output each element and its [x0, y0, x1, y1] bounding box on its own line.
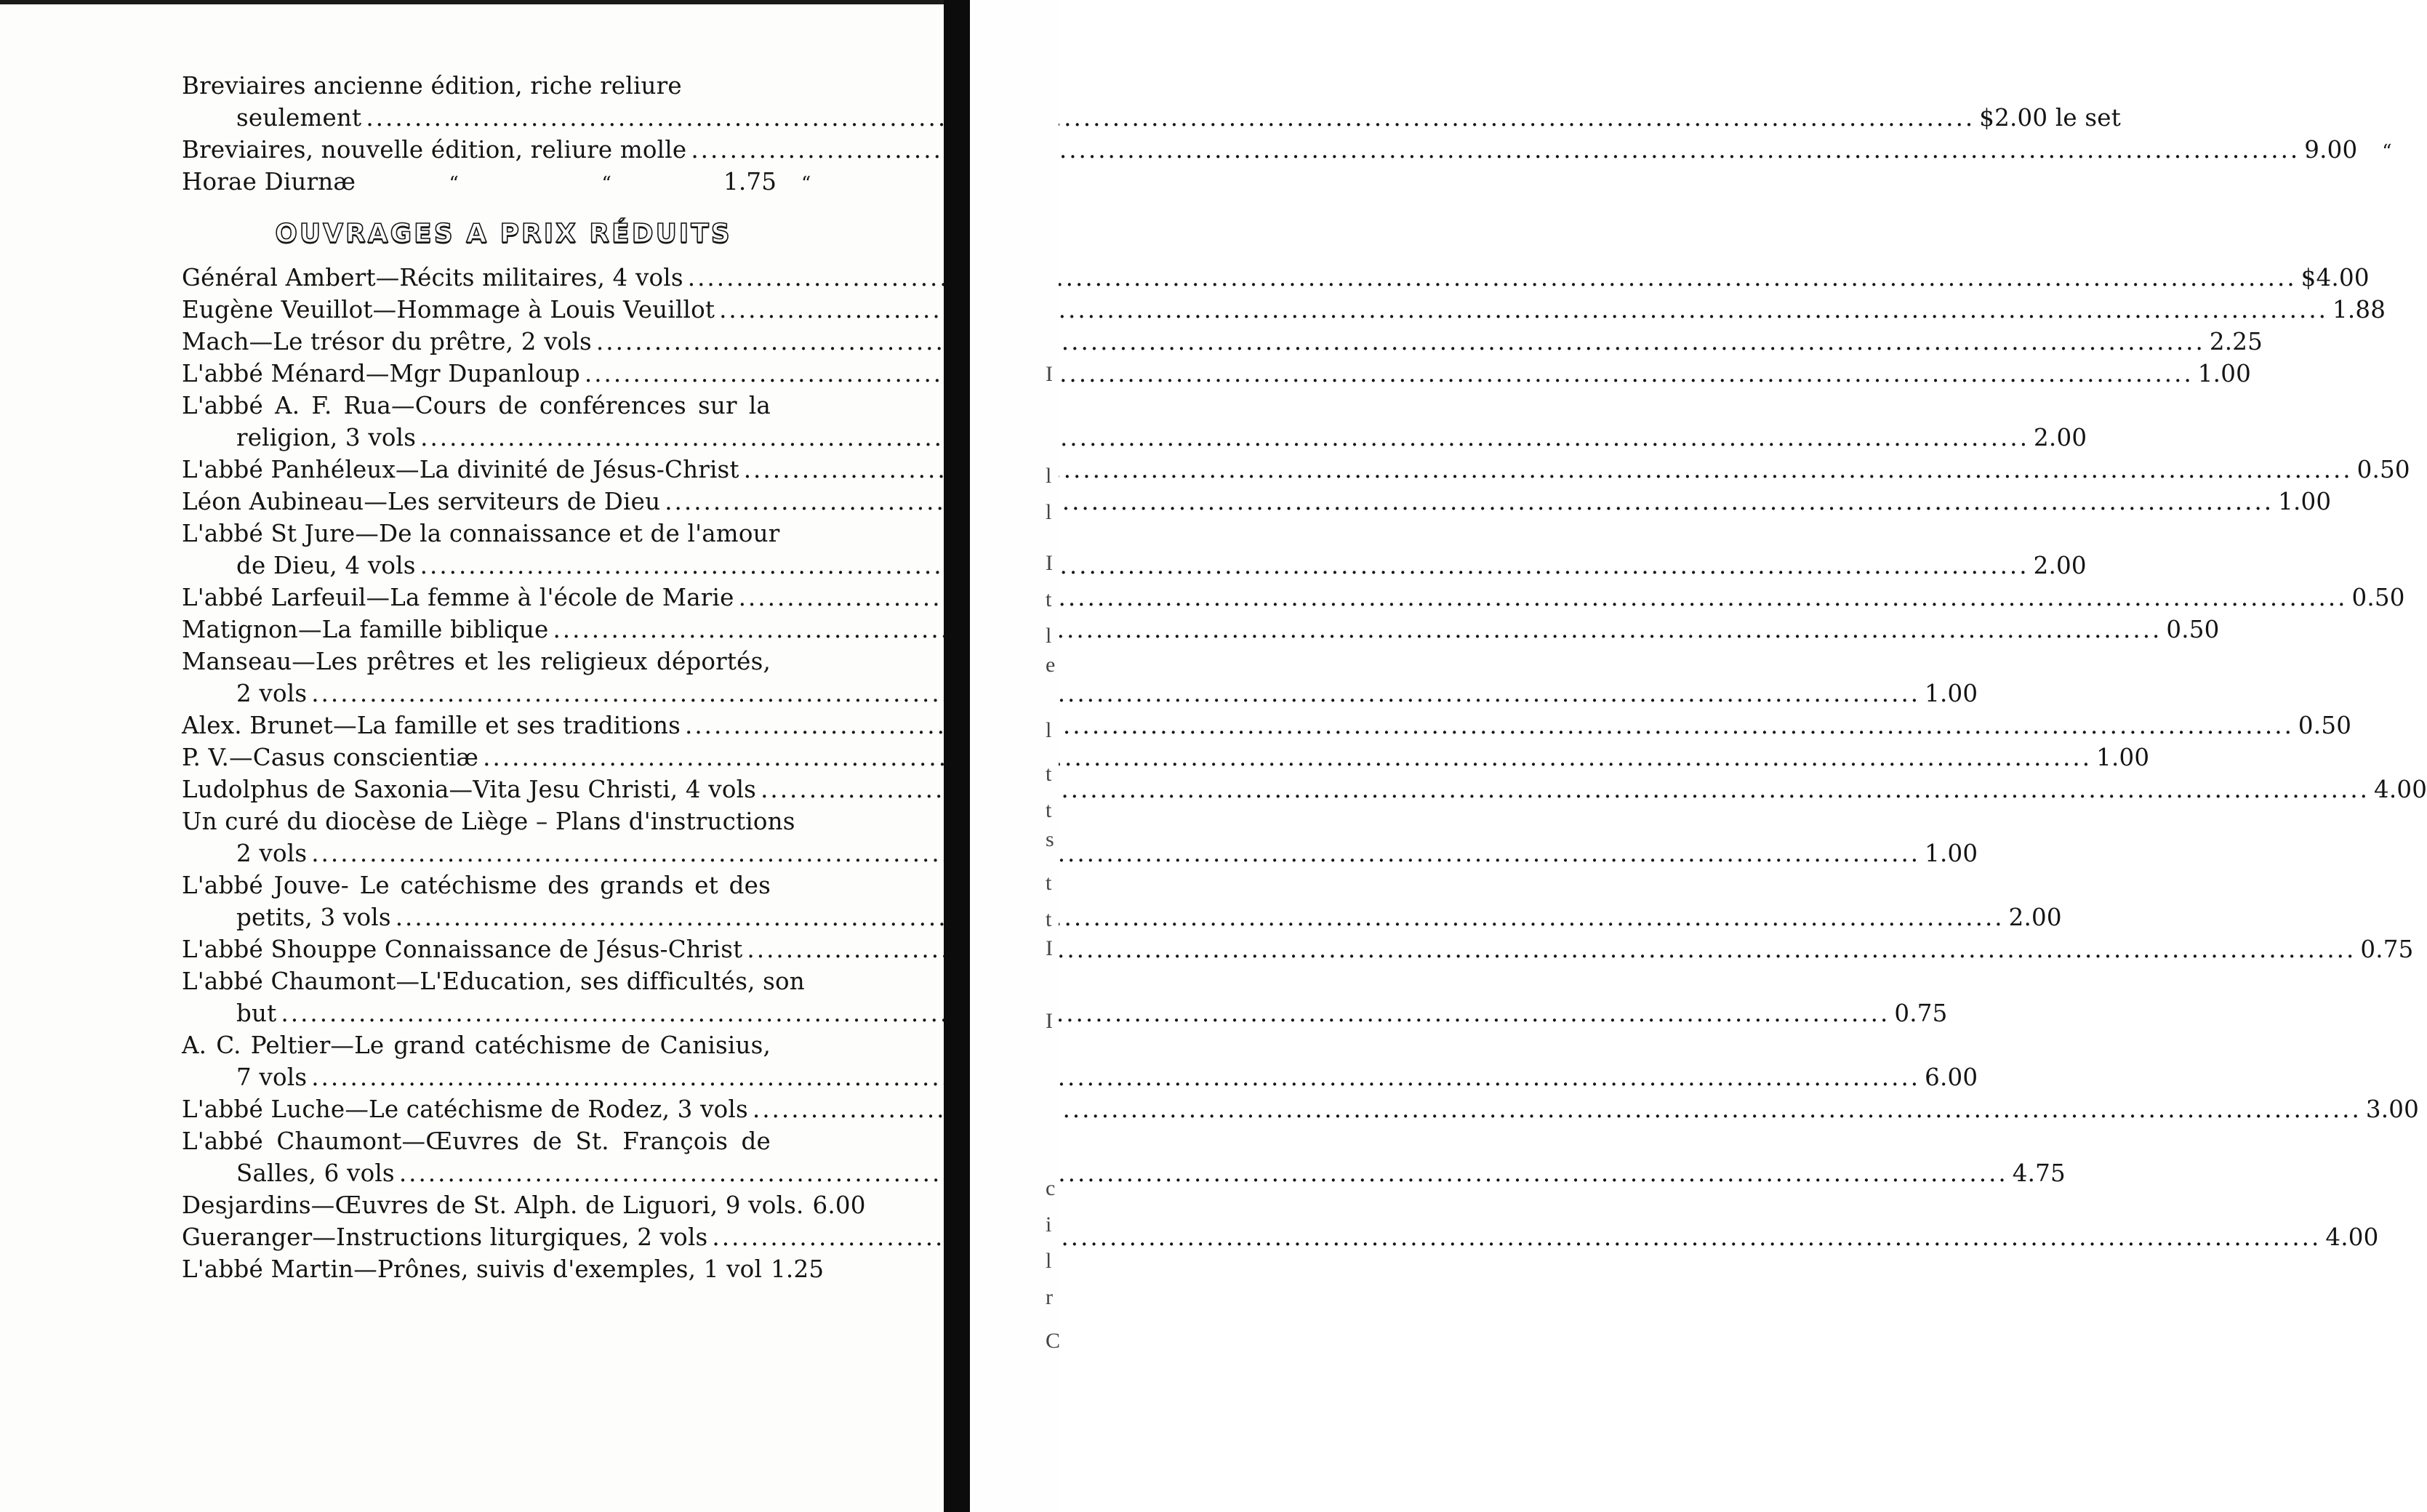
book-title-continuation: 2 vols: [236, 840, 308, 867]
book-price: 0.75: [2360, 936, 2414, 963]
leader-dots: [483, 741, 2092, 773]
breviaire-entry-2-title: Breviaires, nouvelle édition, reliure molle: [182, 136, 687, 164]
book-price: 1.00: [2278, 488, 2332, 515]
facing-page-letter: l: [1046, 718, 1052, 742]
breviaires-section: [182, 70, 2392, 198]
book-price: 2.25: [2209, 328, 2263, 355]
breviaire-entry-3: [182, 166, 858, 198]
ditto-mark: “: [801, 173, 811, 195]
book-entry: [182, 422, 2087, 454]
book-title: L'abbé Larfeuil—La femme à l'école de Marie: [182, 584, 734, 611]
book-price: 0.50: [2356, 456, 2410, 483]
book-title-line: Un curé du diocèse de Liège – Plans d'instructions: [182, 808, 795, 835]
leader-dots: [311, 677, 1920, 709]
book-price: $4.00: [2300, 264, 2370, 291]
book-entry: [182, 741, 2150, 773]
book-entry: [182, 933, 2414, 965]
book-entry: [182, 326, 2263, 358]
book-entry: [182, 550, 2087, 582]
book-price: 6.00: [1925, 1063, 1978, 1091]
book-entry: [182, 454, 2410, 486]
book-title-line: L'abbé Chaumont—Œuvres de St. François de: [182, 1127, 771, 1155]
breviaire-entry-3-price: 1.75: [723, 168, 777, 196]
book-price: 0.50: [2166, 616, 2220, 643]
breviaire-entry-1-title: Breviaires ancienne édition, riche reliure: [182, 72, 682, 100]
book-entry: [182, 262, 2370, 294]
book-title: Général Ambert—Récits militaires, 4 vols: [182, 264, 683, 291]
book-price: 2.00: [2033, 552, 2087, 579]
leader-dots: [281, 997, 1890, 1029]
book-price: 1.00: [2197, 360, 2251, 387]
facing-page-letter: I: [1046, 936, 1053, 960]
book-entry: [182, 358, 2251, 390]
facing-page-letter: r: [1046, 1285, 1053, 1309]
facing-page-letter: t: [1046, 587, 1052, 611]
breviaire-entry-3-title: Horae Diurnæ: [182, 168, 356, 196]
breviaire-entry-1-continuation: seulement: [236, 104, 362, 132]
book-title-line: L'abbé St Jure—De la connaissance et de l'amour: [182, 520, 780, 547]
book-price: 6.00: [812, 1191, 866, 1219]
book-price: 1.00: [1925, 840, 1978, 867]
book-price: 3.00: [2365, 1095, 2419, 1123]
book-title: L'abbé Martin—Prônes, suivis d'exemples, 1 vol: [182, 1255, 763, 1283]
book-title: P. V.—Casus conscientiæ: [182, 744, 479, 771]
book-entry: [182, 582, 2405, 614]
breviaire-entry-1-unit: le set: [2055, 104, 2121, 132]
facing-page-letter: l: [1046, 464, 1052, 488]
binding-gutter: [944, 0, 970, 1512]
book-price: 4.00: [2325, 1223, 2379, 1251]
book-title: Desjardins—Œuvres de St. Alph. de Liguori, 9 vols.: [182, 1191, 804, 1219]
book-price: 0.75: [1894, 1000, 1948, 1027]
book-title-continuation: de Dieu, 4 vols: [236, 552, 416, 579]
facing-page-letter: c: [1046, 1176, 1056, 1200]
leader-dots: [553, 614, 2162, 646]
book-price: 1.25: [771, 1255, 825, 1283]
facing-page-letter: l: [1046, 500, 1052, 524]
facing-page-letter: t: [1046, 762, 1052, 786]
book-title-continuation: 7 vols: [236, 1063, 308, 1091]
leader-dots: [585, 358, 2194, 390]
ditto-mark: “: [601, 173, 611, 195]
book-title: L'abbé Shouppe Connaissance de Jésus-Christ: [182, 936, 743, 963]
book-title-continuation: petits, 3 vols: [236, 904, 391, 931]
book-title-line: A. C. Peltier—Le grand catéchisme de Canisius,: [182, 1032, 771, 1059]
book-title: Eugène Veuillot—Hommage à Louis Veuillot: [182, 296, 715, 323]
page-content: [182, 70, 2427, 1285]
facing-page-letter: I: [1046, 362, 1053, 386]
book-entry: [182, 677, 1978, 709]
book-title-continuation: Salles, 6 vols: [236, 1159, 395, 1187]
book-entry: [182, 1189, 866, 1221]
book-title: Matignon—La famille biblique: [182, 616, 549, 643]
book-title: L'abbé Panhéleux—La divinité de Jésus-Christ: [182, 456, 739, 483]
facing-page-letter: t: [1046, 871, 1052, 895]
facing-page-letter: l: [1046, 1249, 1052, 1273]
book-price: 1.88: [2332, 296, 2386, 323]
book-entry: [182, 1221, 2379, 1253]
book-entry: [182, 1093, 2419, 1125]
breviaire-entry-1-price: $2.00: [1979, 104, 2048, 132]
leader-dots: [685, 709, 2294, 741]
book-price: 4.75: [2012, 1159, 2066, 1187]
book-entry: [182, 709, 2352, 741]
leader-dots: [311, 1061, 1920, 1093]
facing-page-letter: t: [1046, 798, 1052, 822]
book-title: Gueranger—Instructions liturgiques, 2 vols: [182, 1223, 708, 1251]
facing-page-letter: I: [1046, 551, 1053, 575]
leader-dots: [688, 262, 2297, 294]
book-price: 0.50: [2351, 584, 2405, 611]
leader-dots: [420, 550, 2029, 582]
book-list: [182, 262, 2427, 1285]
facing-page-letter: C: [1046, 1329, 1061, 1353]
facing-page-letter: i: [1046, 1213, 1052, 1236]
book-price: 1.00: [2096, 744, 2150, 771]
leader-dots: [596, 326, 2205, 358]
leader-dots: [396, 901, 2005, 933]
book-entry: [182, 901, 2062, 933]
book-price: 4.00: [2373, 776, 2427, 803]
facing-page-letter: t: [1046, 907, 1052, 931]
book-price: 1.00: [1925, 680, 1978, 707]
leader-dots: [691, 134, 2300, 166]
book-entry: [182, 614, 2220, 646]
book-title-line: L'abbé A. F. Rua—Cours de conférences sur la: [182, 392, 771, 419]
book-title: Alex. Brunet—La famille et ses traditions: [182, 712, 681, 739]
book-title-line: L'abbé Jouve- Le catéchisme des grands et des: [182, 872, 771, 899]
breviaire-entry-2: [182, 134, 2392, 166]
book-entry: [182, 1253, 825, 1285]
book-title: Mach—Le trésor du prêtre, 2 vols: [182, 328, 592, 355]
book-title: L'abbé Ménard—Mgr Dupanloup: [182, 360, 580, 387]
ditto-mark: “: [449, 173, 459, 195]
section-heading: OUVRAGES A PRIX RÉDUITS: [275, 219, 732, 249]
breviaire-entry-2-price: 9.00: [2304, 136, 2358, 164]
book-title: Léon Aubineau—Les serviteurs de Dieu: [182, 488, 661, 515]
facing-page-letter: l: [1046, 624, 1052, 648]
book-entry: [182, 294, 2386, 326]
book-price: 2.00: [2034, 424, 2087, 451]
leader-dots: [420, 422, 2029, 454]
facing-page-letter: s: [1046, 827, 1054, 851]
book-entry: [182, 837, 1978, 869]
facing-page-edge: [970, 0, 1059, 1512]
book-title-continuation: 2 vols: [236, 680, 308, 707]
ditto-mark: “: [2382, 141, 2392, 163]
book-entry: [182, 486, 2332, 518]
book-title: L'abbé Luche—Le catéchisme de Rodez, 3 vols: [182, 1095, 748, 1123]
page-top-edge: [0, 0, 945, 4]
book-entry: [182, 1061, 1978, 1093]
leader-dots: [311, 837, 1920, 869]
breviaire-entry-1: [182, 102, 2121, 134]
leader-dots: [399, 1157, 2008, 1189]
book-entry: [182, 1157, 2066, 1189]
book-title-line: Manseau—Les prêtres et les religieux déportés,: [182, 648, 771, 675]
leader-dots: [366, 102, 1975, 134]
book-price: 0.50: [2298, 712, 2352, 739]
book-price: 2.00: [2008, 904, 2062, 931]
book-title-line: L'abbé Chaumont—L'Education, ses difficultés, son: [182, 968, 805, 995]
leader-dots: [665, 486, 2274, 518]
book-title: Ludolphus de Saxonia—Vita Jesu Christi, 4 vols: [182, 776, 757, 803]
book-entry: [182, 997, 1948, 1029]
book-title-continuation: but: [236, 1000, 277, 1027]
book-entry: [182, 773, 2427, 805]
book-title-continuation: religion, 3 vols: [236, 424, 417, 451]
facing-page-letter: I: [1046, 1009, 1053, 1033]
facing-page-letter: e: [1046, 653, 1056, 677]
